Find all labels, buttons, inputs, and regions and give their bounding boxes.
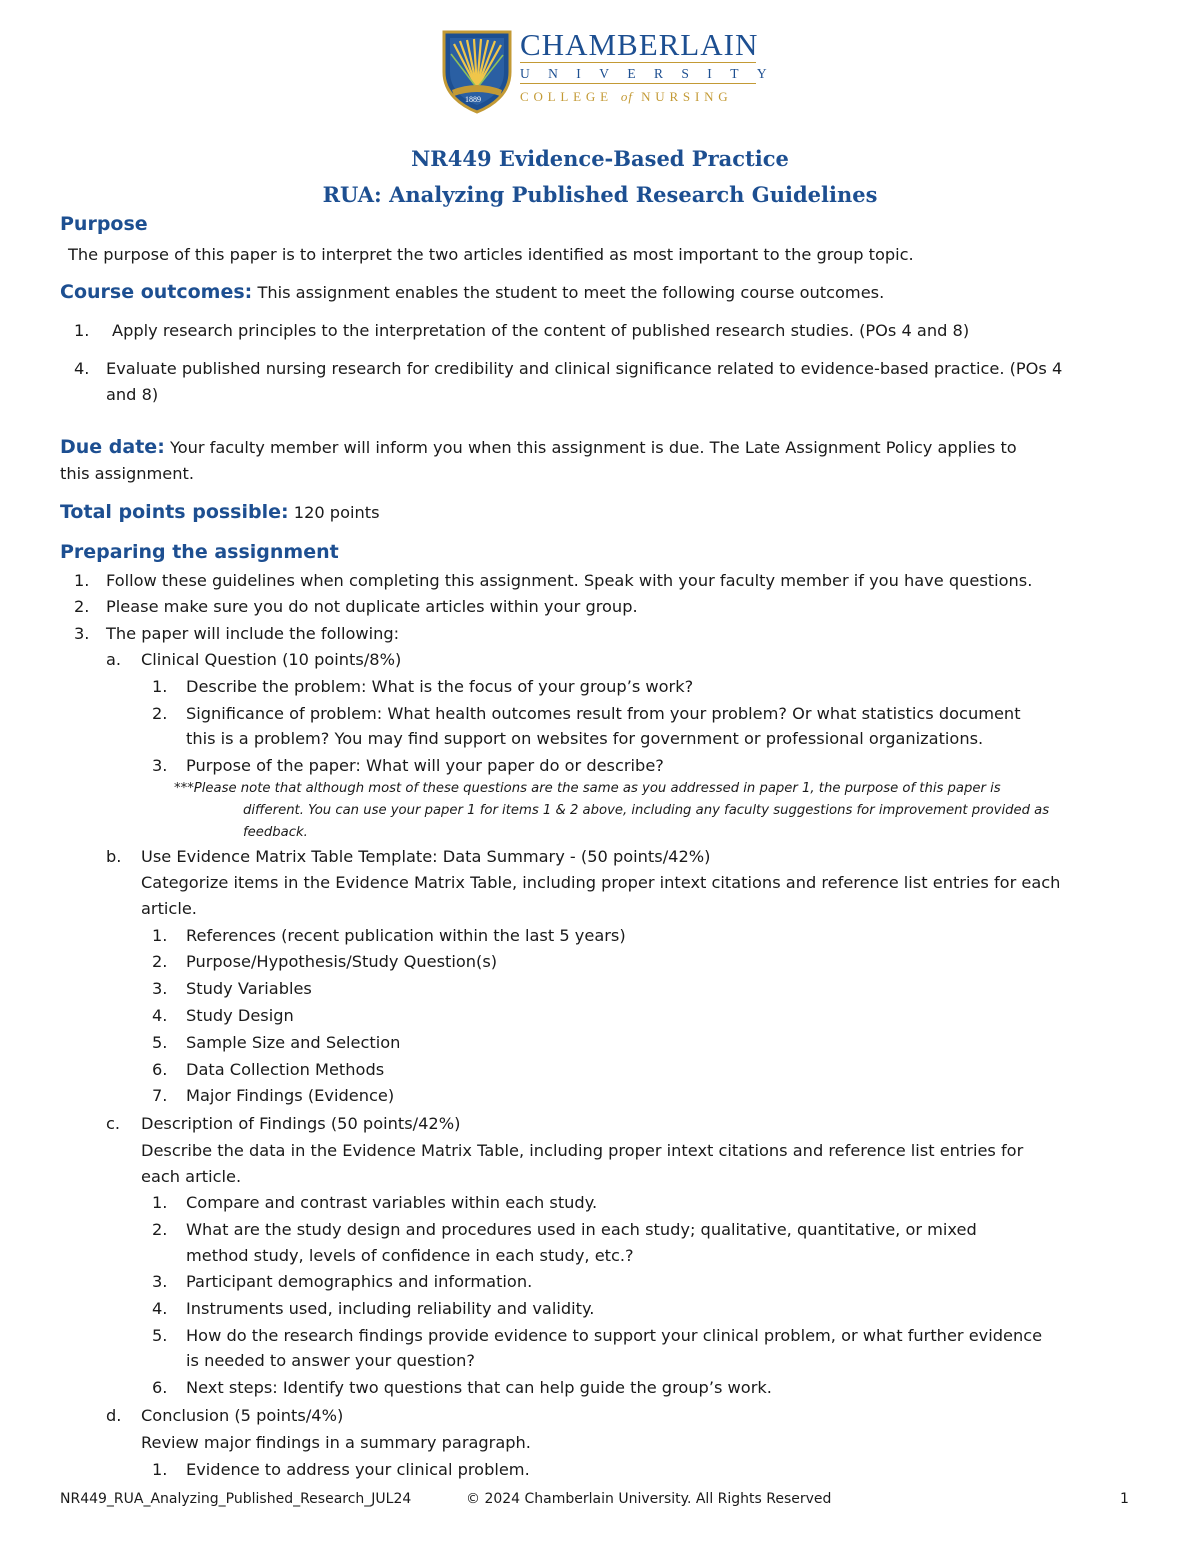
note-line: feedback.	[243, 825, 308, 840]
sub-num: 4.	[152, 1006, 168, 1025]
logo-name: CHAMBERLAIN	[520, 27, 759, 62]
footer-page-number: 1	[1120, 1491, 1129, 1507]
section-a-title: Clinical Question (10 points/8%)	[141, 650, 402, 669]
section-b-title: Use Evidence Matrix Table Template: Data Summary - (50 points/42%)	[141, 847, 711, 866]
logo-year: 1889	[465, 95, 481, 104]
sub-num: 1.	[152, 677, 168, 696]
sub-num: 5.	[152, 1033, 168, 1052]
sub-item: Describe the problem: What is the focus of your group’s work?	[186, 677, 694, 696]
sub-num: 1.	[152, 1460, 168, 1479]
outcomes-heading: Course outcomes:	[60, 281, 253, 303]
section-c-desc: Describe the data in the Evidence Matrix Table, including proper intext citations and reference list entries for	[141, 1141, 1024, 1160]
section-b-desc-cont: article.	[141, 899, 197, 918]
sub-item: Participant demographics and information.	[186, 1272, 533, 1291]
sub-item: What are the study design and procedures used in each study; qualitative, quantitative, or mixed	[186, 1220, 977, 1239]
sub-item: Purpose of the paper: What will your paper do or describe?	[186, 756, 664, 775]
sub-num: 3.	[152, 979, 168, 998]
prep-item: Follow these guidelines when completing this assignment. Speak with your faculty member if you have questions.	[106, 571, 1033, 590]
sub-item-cont: is needed to answer your question?	[186, 1351, 475, 1370]
prep-item: The paper will include the following:	[106, 624, 400, 643]
sub-item-cont: method study, levels of confidence in each study, etc.?	[186, 1246, 634, 1265]
footer-copyright: © 2024 Chamberlain University. All Rights Reserved	[466, 1491, 832, 1507]
sub-item: References (recent publication within the last 5 years)	[186, 926, 626, 945]
section-d-title: Conclusion (5 points/4%)	[141, 1406, 344, 1425]
sub-item: Evidence to address your clinical problem.	[186, 1460, 530, 1479]
prep-num: 2.	[74, 597, 90, 616]
purpose-text: The purpose of this paper is to interpret the two articles identified as most important to the group topic.	[68, 245, 914, 264]
sub-num: 6.	[152, 1060, 168, 1079]
sub-num: 1.	[152, 1193, 168, 1212]
section-c-title: Description of Findings (50 points/42%)	[141, 1114, 461, 1133]
footer-filename: NR449_RUA_Analyzing_Published_Research_JUL24	[60, 1491, 412, 1507]
sub-item: Data Collection Methods	[186, 1060, 385, 1079]
note-line: ***Please note that although most of these questions are the same as you addressed in paper 1, the purpose of this paper is	[174, 781, 1001, 796]
sub-num: 2.	[152, 1220, 168, 1239]
sub-item-cont: this is a problem? You may find support on websites for government or professional organizations.	[186, 729, 984, 748]
sub-num: 3.	[152, 756, 168, 775]
purpose-heading: Purpose	[60, 213, 148, 235]
doc-title-line2: RUA: Analyzing Published Research Guidelines	[322, 182, 878, 207]
sub-num: 3.	[152, 1272, 168, 1291]
sub-item: How do the research findings provide evidence to support your clinical problem, or what further evidence	[186, 1326, 1043, 1345]
section-letter: d.	[106, 1406, 122, 1425]
outcome-text: Evaluate published nursing research for credibility and clinical significance related to evidence-based practice. (POs 4	[106, 359, 1063, 378]
section-d-desc: Review major findings in a summary paragraph.	[141, 1433, 531, 1452]
due-heading: Due date:	[60, 436, 165, 458]
section-c-desc-cont: each article.	[141, 1167, 242, 1186]
outcome-num: 1.	[74, 321, 90, 340]
sub-item: Compare and contrast variables within each study.	[186, 1193, 598, 1212]
section-letter: a.	[106, 650, 122, 669]
sub-num: 4.	[152, 1299, 168, 1318]
due-text: Your faculty member will inform you when this assignment is due. The Late Assignment Policy applies to	[169, 438, 1017, 457]
due-line	[60, 434, 1017, 461]
outcome-text-cont: and 8)	[106, 385, 159, 404]
outcomes-line	[60, 279, 884, 306]
outcomes-intro: This assignment enables the student to meet the following course outcomes.	[257, 283, 885, 302]
points-heading: Total points possible:	[60, 501, 289, 523]
sub-num: 7.	[152, 1086, 168, 1105]
sub-item: Next steps: Identify two questions that can help guide the group’s work.	[186, 1378, 772, 1397]
sub-item: Major Findings (Evidence)	[186, 1086, 395, 1105]
sub-num: 2.	[152, 952, 168, 971]
prep-num: 1.	[74, 571, 90, 590]
note-line: different. You can use your paper 1 for items 1 & 2 above, including any faculty suggestions for improvement provided as	[243, 803, 1050, 818]
section-b-desc: Categorize items in the Evidence Matrix Table, including proper intext citations and reference list entries for each	[141, 873, 1061, 892]
sub-num: 1.	[152, 926, 168, 945]
chamberlain-logo	[440, 27, 785, 120]
sub-item: Study Variables	[186, 979, 312, 998]
prep-num: 3.	[74, 624, 90, 643]
logo-college: COLLEGE of NURSING	[520, 89, 733, 104]
points-line	[60, 499, 380, 526]
points-value: 120 points	[293, 503, 380, 522]
sub-item: Sample Size and Selection	[186, 1033, 401, 1052]
preparing-heading: Preparing the assignment	[60, 541, 339, 563]
due-text-cont: this assignment.	[60, 464, 194, 483]
prep-item: Please make sure you do not duplicate articles within your group.	[106, 597, 638, 616]
sub-num: 2.	[152, 704, 168, 723]
section-letter: c.	[106, 1114, 121, 1133]
sub-item: Study Design	[186, 1006, 294, 1025]
logo-sub: UNIVERSITY	[520, 66, 785, 81]
sub-item: Purpose/Hypothesis/Study Question(s)	[186, 952, 498, 971]
logo-wordmark	[520, 27, 785, 107]
sub-num: 5.	[152, 1326, 168, 1345]
sub-num: 6.	[152, 1378, 168, 1397]
outcome-num: 4.	[74, 359, 90, 378]
section-letter: b.	[106, 847, 122, 866]
doc-title-line1: NR449 Evidence-Based Practice	[411, 146, 789, 171]
outcome-text: Apply research principles to the interpretation of the content of published research studies. (POs 4 and 8)	[112, 321, 970, 340]
sub-item: Significance of problem: What health outcomes result from your problem? Or what statistics document	[186, 704, 1021, 723]
sub-item: Instruments used, including reliability and validity.	[186, 1299, 595, 1318]
